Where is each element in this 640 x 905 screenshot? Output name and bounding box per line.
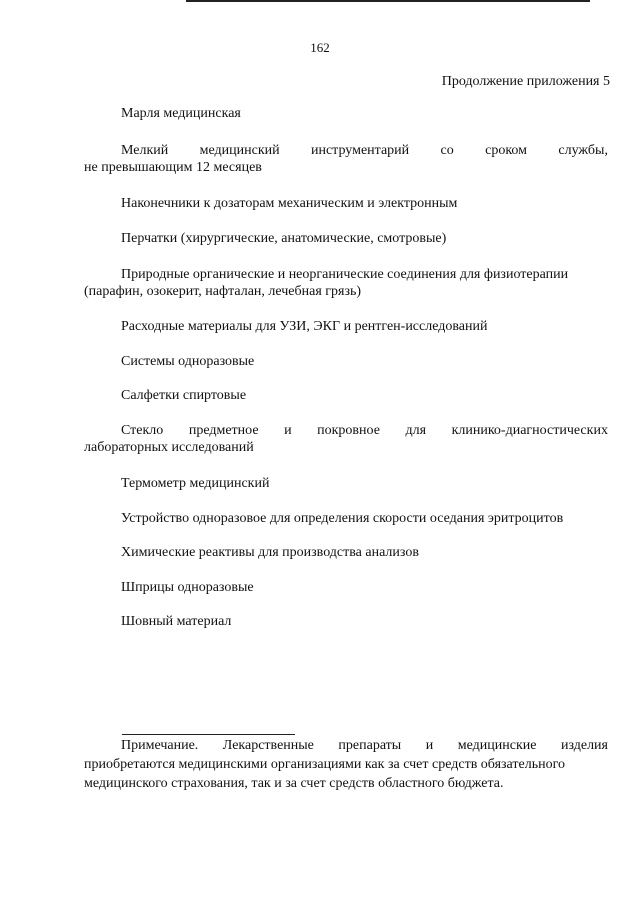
footnote-note [84, 736, 608, 793]
word: для [405, 423, 427, 438]
word: и [425, 738, 434, 753]
word: Стекло [121, 423, 164, 438]
list-item [84, 387, 608, 404]
word: препараты [338, 738, 402, 753]
list-item-text-continued: (парафин, озокерит, нафталан, лечебная грязь) [84, 284, 362, 299]
word: покровное [317, 423, 380, 438]
list-item [84, 510, 608, 527]
footnote-rule [122, 734, 295, 735]
note-line: медицинского страхования, так и за счет средств областного бюджета. [84, 776, 504, 791]
list-item-text: Шовный материал [121, 614, 232, 629]
word: инструментарий [310, 143, 410, 158]
word: медицинские [457, 738, 537, 753]
list-item [84, 266, 608, 300]
list-item-text: Марля медицинская [121, 106, 241, 121]
top-rule [186, 0, 590, 2]
list-item [84, 544, 608, 561]
list-item-text: Наконечники к дозаторам механическим и электронным [121, 196, 458, 211]
list-item [84, 353, 608, 370]
list-item-text: Расходные материалы для УЗИ, ЭКГ и рентген-исследований [121, 319, 488, 334]
list-item-text: Химические реактивы для производства анализов [121, 545, 419, 560]
list-item [84, 195, 608, 212]
list-item [84, 422, 608, 456]
list-item-text-continued: не превышающим 12 месяцев [84, 160, 262, 175]
word: клинико-диагностических [451, 423, 608, 438]
word: Примечание. [121, 738, 199, 753]
appendix-label: Продолжение приложения 5 [441, 74, 610, 89]
list-item-text: Природные органические и неорганические соединения для физиотерапии [121, 267, 569, 282]
list-item-justified-line [84, 422, 608, 439]
list-item-text: Салфетки спиртовые [121, 388, 247, 403]
note-justified-line [84, 736, 608, 755]
page-number: 162 [310, 40, 330, 55]
word: изделия [560, 738, 608, 753]
list-item [84, 142, 608, 176]
note-line: приобретаются медицинскими организациями как за счет средств обязательного [84, 757, 565, 772]
list-item [84, 105, 608, 122]
list-item-text-continued: лабораторных исследований [84, 440, 254, 455]
list-item-text: Системы одноразовые [121, 354, 255, 369]
list-item [84, 318, 608, 335]
word: медицинский [199, 143, 280, 158]
list-item [84, 613, 608, 630]
list-item-text: Перчатки (хирургические, анатомические, смотровые) [121, 231, 447, 246]
word: сроком [485, 143, 528, 158]
list-item-text: Термометр медицинский [121, 476, 270, 491]
list-item-text: Устройство одноразовое для определения скорости оседания эритроцитов [121, 511, 564, 526]
list-item-text: Шприцы одноразовые [121, 580, 254, 595]
word: Лекарственные [222, 738, 314, 753]
word: и [284, 423, 292, 438]
word: службы, [558, 143, 608, 158]
list-item-justified-line [84, 142, 608, 159]
list-item [84, 475, 608, 492]
list-item [84, 579, 608, 596]
word: Мелкий [121, 143, 169, 158]
word: предметное [188, 423, 259, 438]
list-item [84, 230, 608, 247]
word: со [440, 143, 454, 158]
